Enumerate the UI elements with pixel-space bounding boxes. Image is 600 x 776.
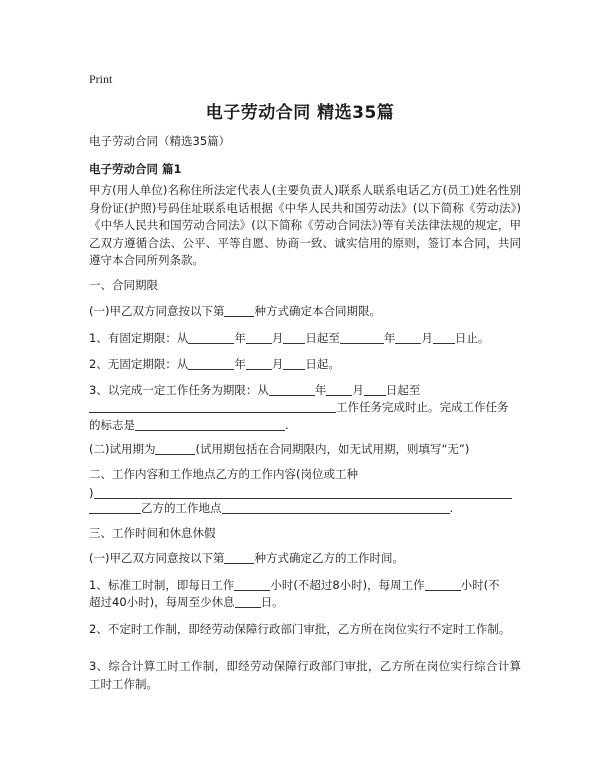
term-choice-line xyxy=(89,302,519,320)
blank-field[interactable] xyxy=(425,578,461,591)
blank-field[interactable] xyxy=(222,501,450,514)
blank-field[interactable] xyxy=(89,400,336,413)
task-term-line-3 xyxy=(89,416,519,434)
section-2-heading: 二、工作内容和工作地点乙方的工作内容(岗位或工种 xyxy=(89,467,358,481)
text: 日起至 xyxy=(385,383,421,397)
blank-field[interactable] xyxy=(234,578,270,591)
standard-hours-line-2 xyxy=(89,593,519,611)
blank-field[interactable] xyxy=(224,551,254,564)
text: 年 xyxy=(383,331,396,345)
text: 日起。 xyxy=(305,357,340,371)
probation-line xyxy=(89,440,519,458)
intro-paragraph: 甲方(用人单位)名称住所法定代表人(主要负责人)联系人联系电话乙方(员工)姓名性别身份证(护照)号码住址联系电话根据《中华人民共和国劳动法》(以下简称《劳动法》)《中华人民共和国劳动合同法》(以下简称《劳动合同法》)等有关法律法规的规定，甲乙双方遵循合法、公平、平等自愿、协商一致、诚实信用的原则，签订本合同，共同遵守本合同所列条款。 xyxy=(89,183,521,267)
fixed-term-line xyxy=(89,329,519,347)
blank-field[interactable] xyxy=(246,357,272,370)
text: 种方式确定乙方的工作时间。 xyxy=(254,551,404,565)
text: (一)甲乙双方同意按以下第 xyxy=(89,551,225,565)
blank-field[interactable] xyxy=(340,331,384,344)
blank-field[interactable] xyxy=(135,418,285,431)
blank-field[interactable] xyxy=(283,331,305,344)
text: 超过40小时)，每周至少休息 xyxy=(89,595,235,609)
text: 乙方的工作地点 xyxy=(141,501,222,515)
blank-field[interactable] xyxy=(188,331,234,344)
standard-hours-line xyxy=(89,576,519,594)
text: (试用期包括在合同期限内，如无试用期，则填写“无”) xyxy=(195,442,470,456)
text: 1、标准工时制，即每日工作 xyxy=(89,578,235,592)
blank-field[interactable] xyxy=(235,595,261,608)
text: 月 xyxy=(421,331,433,345)
blank-field[interactable] xyxy=(94,486,512,499)
open-term-line xyxy=(89,355,519,373)
text: 1、有固定期限：从 xyxy=(89,331,189,345)
text: 月 xyxy=(271,357,284,371)
text: . xyxy=(285,418,289,432)
text: 种方式确定本合同期限。 xyxy=(254,304,381,318)
text: 年 xyxy=(314,383,327,397)
section-3-heading: 三、工作时间和休息休假 xyxy=(89,526,216,540)
text: 工作任务完成时止。完成工作任务 xyxy=(336,400,509,414)
blank-field[interactable] xyxy=(89,501,141,514)
blank-field[interactable] xyxy=(395,331,421,344)
blank-field[interactable] xyxy=(188,357,234,370)
work-time-choice-line xyxy=(89,549,519,567)
task-term-line-2 xyxy=(89,398,519,416)
text: (二)试用期为 xyxy=(89,442,156,456)
text: 月 xyxy=(352,383,364,397)
text: 日起至 xyxy=(305,331,340,345)
text: 年 xyxy=(234,331,246,345)
task-term-line xyxy=(89,381,519,399)
text: 日止。 xyxy=(454,331,490,345)
document-subtitle: 电子劳动合同（精选35篇） xyxy=(89,134,231,148)
document-title: 电子劳动合同 精选35篇 xyxy=(205,103,395,123)
text: 的标志是 xyxy=(89,418,135,432)
blank-field[interactable] xyxy=(246,331,272,344)
text: 2、无固定期限：从 xyxy=(89,357,189,371)
section-heading: 电子劳动合同 篇1 xyxy=(89,162,182,176)
text: ) xyxy=(89,486,94,500)
blank-field[interactable] xyxy=(269,383,315,396)
text: . xyxy=(449,501,454,515)
blank-field[interactable] xyxy=(433,331,455,344)
blank-field[interactable] xyxy=(364,383,386,396)
comprehensive-hours-line: 3、综合计算工时工作制，即经劳动保障行政部门审批，乙方所在岗位实行综合计算工时工作制。 xyxy=(89,659,521,691)
print-link[interactable]: Print xyxy=(89,72,113,86)
text: 小时(不 xyxy=(460,578,500,592)
text: 日。 xyxy=(260,595,284,609)
text: 小时(不超过8小时)，每周工作 xyxy=(270,578,425,592)
blank-field[interactable] xyxy=(224,304,254,317)
text: (一)甲乙双方同意按以下第 xyxy=(89,304,225,318)
blank-field[interactable] xyxy=(155,442,195,455)
work-location-line xyxy=(89,499,519,517)
blank-field[interactable] xyxy=(283,357,305,370)
text: 3、以完成一定工作任务为期限：从 xyxy=(89,383,269,397)
text: 年 xyxy=(234,357,246,371)
text: 月 xyxy=(271,331,284,345)
section-1-heading: 一、合同期限 xyxy=(89,278,158,292)
flexible-hours-line: 2、不定时工作制，即经劳动保障行政部门审批，乙方所在岗位实行不定时工作制。 xyxy=(89,622,511,636)
blank-field[interactable] xyxy=(326,383,352,396)
